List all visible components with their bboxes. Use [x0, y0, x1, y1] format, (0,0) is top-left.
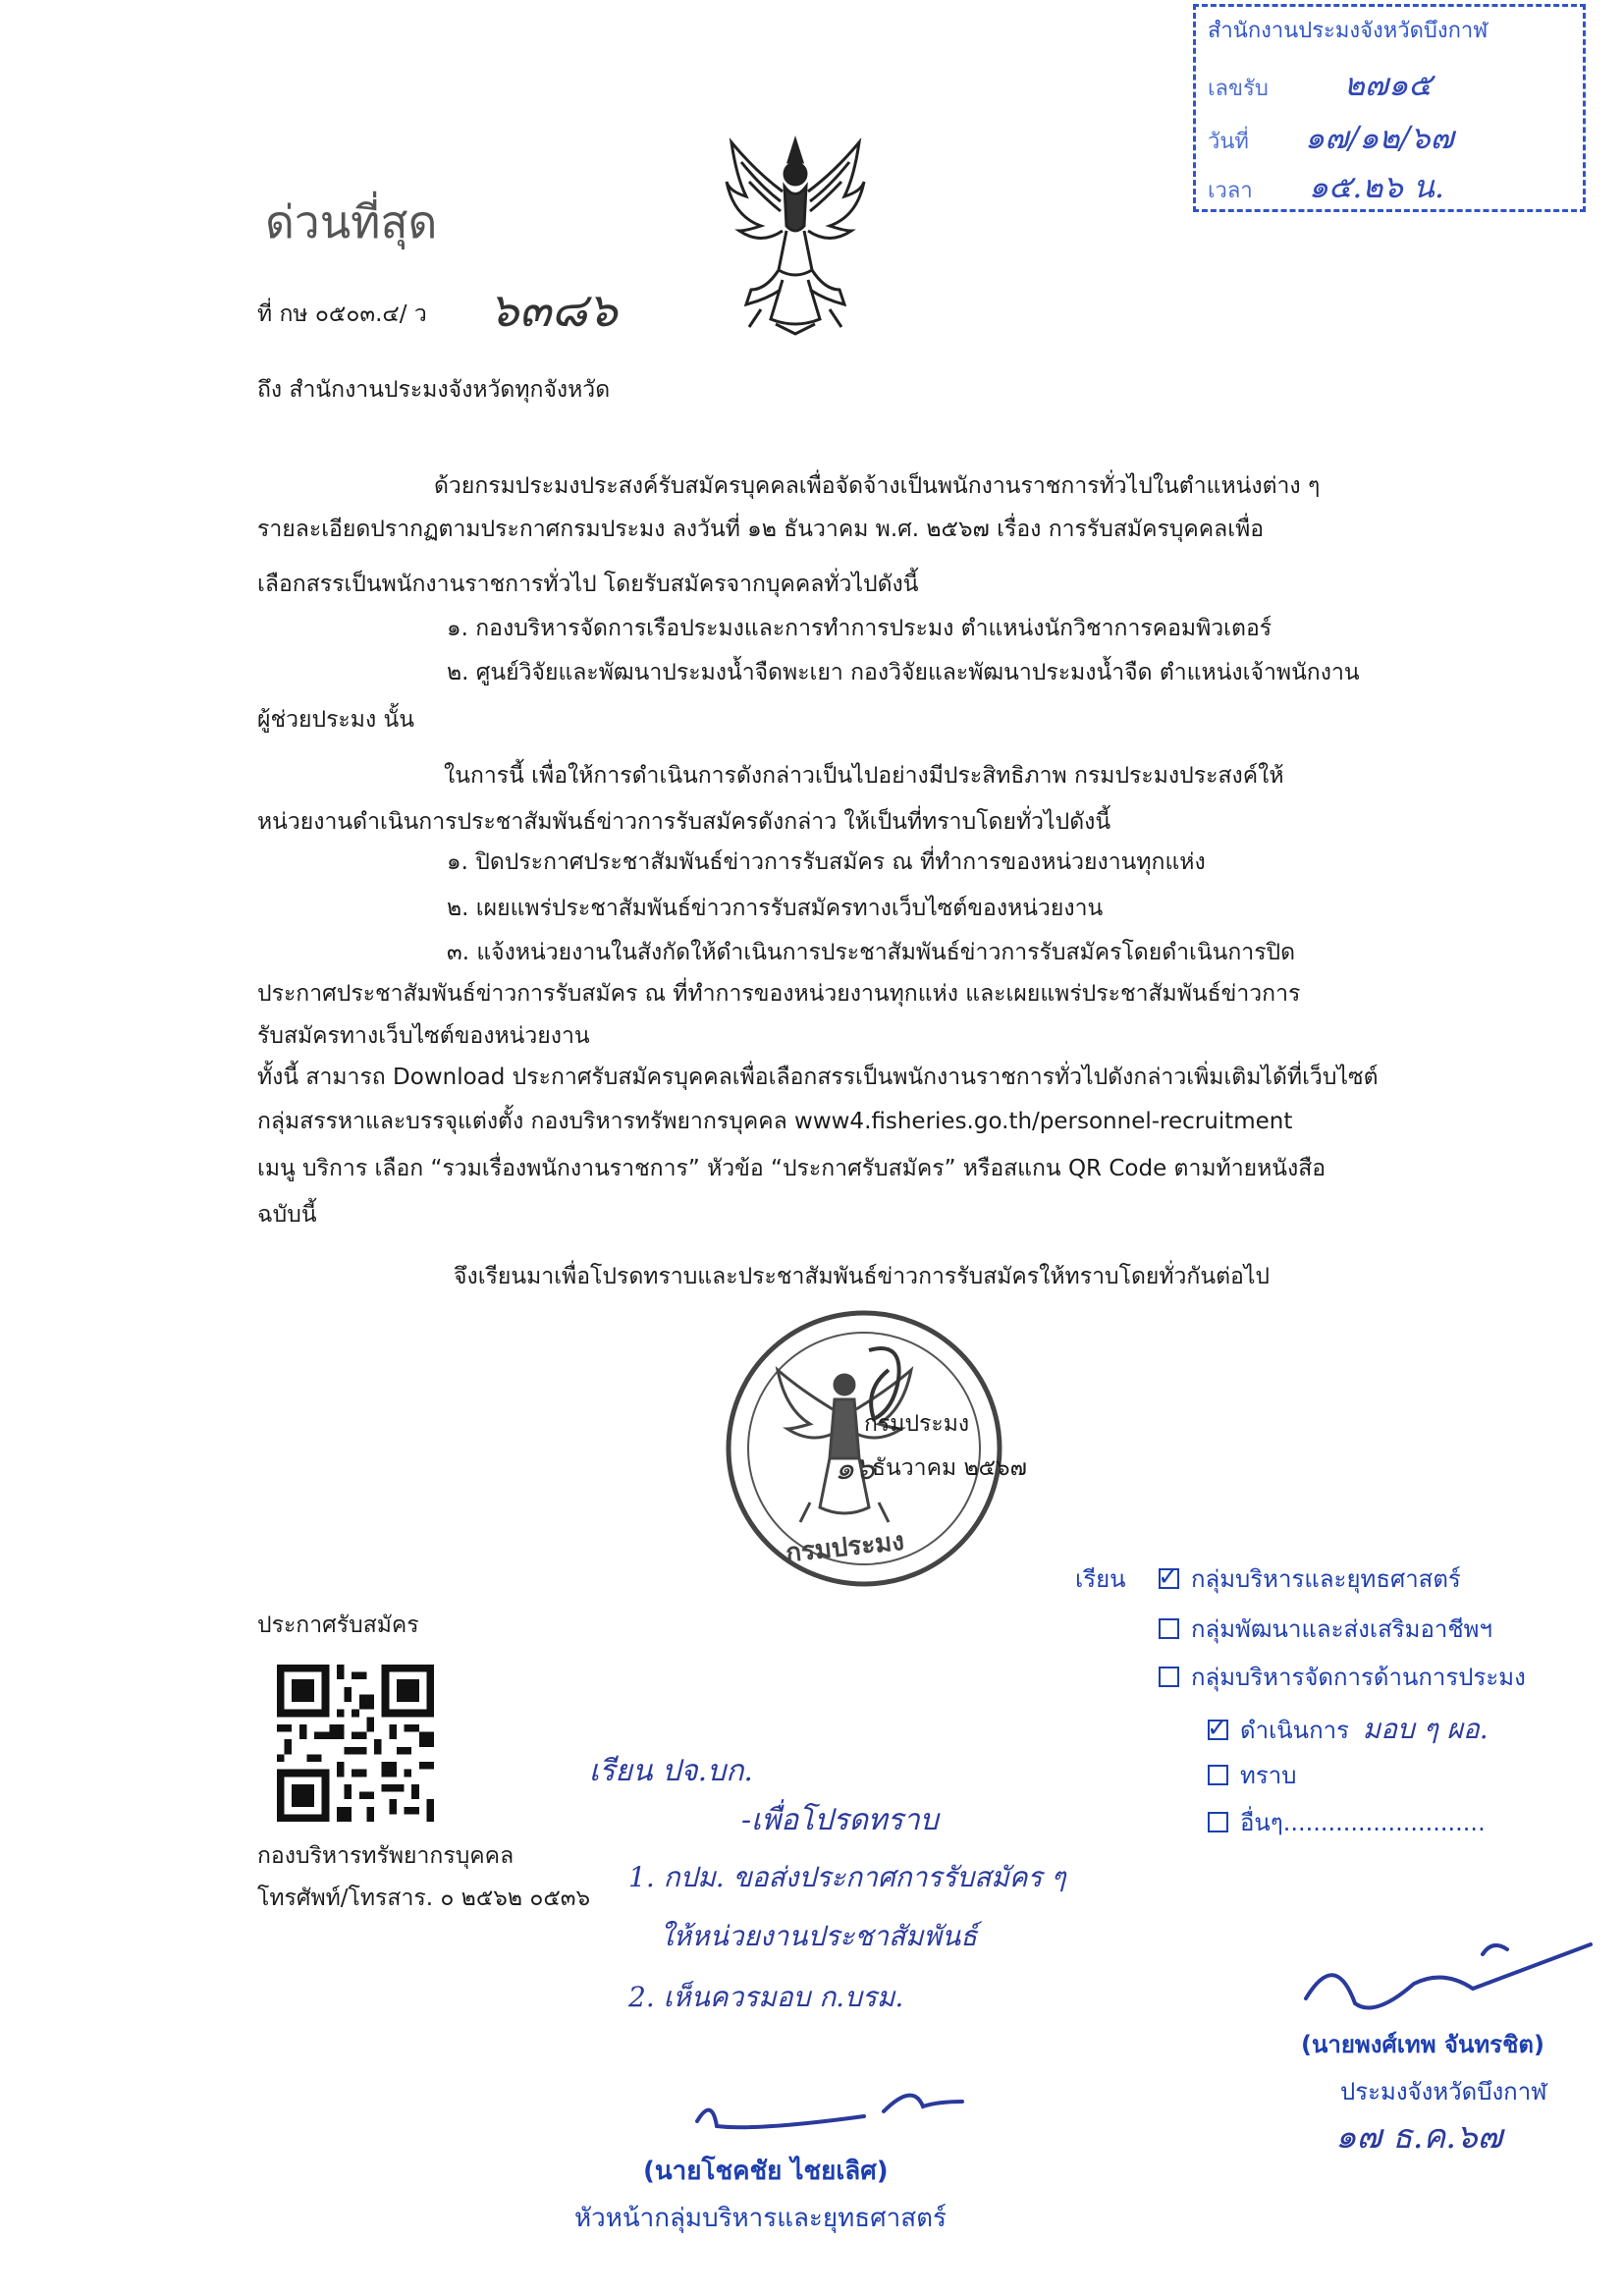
body-p2-line2: หน่วยงานดำเนินการประชาสัมพันธ์ข่าวการรับสมัครดังกล่าว ให้เป็นที่ทราบโดยทั่วไปดังนี้	[257, 809, 1111, 835]
signoff-date-day: ๑๖	[835, 1449, 875, 1487]
urgency-label: ด่วนที่สุด	[265, 195, 438, 248]
routing-action-1	[1208, 1711, 1489, 1748]
addressee: ถึง สำนักงานประมงจังหวัดทุกจังหวัด	[257, 377, 611, 403]
checkbox-icon[interactable]	[1159, 1618, 1179, 1639]
stamp-date-label: วันที่	[1208, 130, 1249, 154]
body-p2-line1: ในการนี้ เพื่อให้การดำเนินการดังกล่าวเป็นไปอย่างมีประสิทธิภาพ กรมประมงประสงค์ให้	[444, 763, 1284, 789]
signer-right-name: (นายพงศ์เทพ จันทรชิต)	[1301, 2031, 1544, 2058]
stamp-number-label: เลขรับ	[1208, 77, 1269, 101]
handnote-line-2: -เพื่อโปรดทราบ	[741, 1803, 939, 1837]
routing-option-2	[1159, 1613, 1492, 1645]
handnote-line-1: เรียน ปจ.บก.	[589, 1754, 753, 1788]
body-p3-line4: ฉบับนี้	[257, 1202, 317, 1228]
signer-right-title: ประมงจังหวัดบึงกาฬ	[1340, 2078, 1547, 2105]
body-p2-item3-line1: ๓. แจ้งหน่วยงานในสังกัดให้ดำเนินการประชาสัมพันธ์ข่าวการรับสมัครโดยดำเนินการปิด	[447, 940, 1296, 965]
stamp-date-value: ๑๗/๑๒/๖๗	[1304, 119, 1454, 156]
seal-text: กรมประมง	[784, 1526, 906, 1569]
handnote-line-5: 2. เห็นควรมอบ ก.บรม.	[628, 1981, 904, 2013]
checkbox-checked-icon[interactable]: ✓	[1158, 1561, 1179, 1592]
stamp-office: สำนักงานประมงจังหวัดบึงกาฬ	[1208, 19, 1489, 43]
body-p1-line2: รายละเอียดปรากฏตามประกาศกรมประมง ลงวันที่ ๑๒ ธันวาคม พ.ศ. ๒๕๖๗ เรื่อง การรับสมัครบุคคลเพื่อ	[257, 517, 1265, 542]
body-p3-line3: เมนู บริการ เลือก “รวมเรื่องพนักงานราชการ” หัวข้อ “ประกาศรับสมัคร” หรือสแกน QR Code ตามท้ายหนังสือ	[257, 1156, 1326, 1181]
signer-left-title: หัวหน้ากลุ่มบริหารและยุทธศาสตร์	[574, 2204, 947, 2233]
reference-number: ที่ กษ ๐๕๐๓.๔/ ว	[257, 301, 427, 327]
handnote-line-4: ให้หน่วยงานประชาสัมพันธ์	[660, 1920, 978, 1952]
footer-division: กองบริหารทรัพยากรบุคคล	[257, 1843, 514, 1869]
closing-line: จึงเรียนมาเพื่อโปรดทราบและประชาสัมพันธ์ข่าวการรับสมัครให้ทราบโดยทั่วกันต่อไป	[454, 1264, 1270, 1289]
routing-option-3	[1159, 1662, 1526, 1693]
routing-action-3-label: อื่นๆ...........................	[1240, 1809, 1486, 1836]
routing-prefix: เรียน	[1075, 1565, 1126, 1593]
signature-left-icon	[687, 2072, 982, 2151]
signoff-date-rest: ธันวาคม ๒๕๖๗	[872, 1455, 1027, 1481]
signer-left-name: (นายโชคชัย ไชยเลิศ)	[643, 2157, 889, 2186]
routing-action-1-label: ดำเนินการ	[1240, 1717, 1349, 1744]
routing-action-2	[1208, 1760, 1296, 1791]
checkbox-icon[interactable]	[1159, 1667, 1179, 1687]
routing-option-3-label: กลุ่มบริหารจัดการด้านการประมง	[1191, 1664, 1526, 1691]
signoff-department: กรมประมง	[864, 1411, 970, 1437]
body-item1: ๑. กองบริหารจัดการเรือประมงและการทำการประมง ตำแหน่งนักวิชาการคอมพิวเตอร์	[447, 616, 1272, 641]
reference-handwritten: ๖๓๘๖	[489, 283, 618, 338]
checkbox-checked-icon[interactable]: ✓	[1207, 1713, 1228, 1743]
body-item2-line2: ผู้ช่วยประมง นั้น	[257, 707, 414, 733]
garuda-emblem-icon	[722, 133, 869, 339]
stamp-time-label: เวลา	[1208, 179, 1253, 203]
routing-action-3	[1208, 1807, 1486, 1838]
body-item2-line1: ๒. ศูนย์วิจัยและพัฒนาประมงน้ำจืดพะเยา กองวิจัยและพัฒนาประมงน้ำจืด ตำแหน่งเจ้าพนักงาน	[447, 660, 1360, 685]
checkbox-icon[interactable]	[1208, 1765, 1228, 1785]
qr-code-icon[interactable]	[277, 1665, 434, 1822]
footer-phone: โทรศัพท์/โทรสาร. ๐ ๒๕๖๒ ๐๕๓๖	[257, 1886, 591, 1911]
signature-right-icon	[1296, 1930, 1610, 2028]
checkbox-icon[interactable]	[1208, 1812, 1228, 1832]
body-p1-line1: ด้วยกรมประมงประสงค์รับสมัครบุคคลเพื่อจัดจ้างเป็นพนักงานราชการทั่วไปในตำแหน่งต่าง ๆ	[434, 473, 1321, 499]
receiving-stamp	[1193, 4, 1586, 212]
body-p2-item3-line3: รับสมัครทางเว็บไซต์ของหน่วยงาน	[257, 1023, 590, 1049]
routing-option-1-label: กลุ่มบริหารและยุทธศาสตร์	[1191, 1565, 1461, 1593]
qr-title: ประกาศรับสมัคร	[257, 1613, 419, 1638]
body-p2-item2: ๒. เผยแพร่ประชาสัมพันธ์ข่าวการรับสมัครทางเว็บไซต์ของหน่วยงาน	[447, 896, 1104, 921]
body-p3-line1: ทั้งนี้ สามารถ Download ประกาศรับสมัครบุคคลเพื่อเลือกสรรเป็นพนักงานราชการทั่วไปดังกล่าวเพิ่มเติมได้ที่เว็บไซต์	[257, 1065, 1379, 1090]
routing-option-1	[1159, 1563, 1461, 1595]
handnote-line-3: 1. กปม. ขอส่งประกาศการรับสมัคร ๆ	[628, 1861, 1066, 1893]
body-p1-line3: เลือกสรรเป็นพนักงานราชการทั่วไป โดยรับสมัครจากบุคคลทั่วไปดังนี้	[257, 572, 919, 597]
body-p3-line2: กลุ่มสรรหาและบรรจุแต่งตั้ง กองบริหารทรัพยากรบุคคล www4.fisheries.go.th/personnel-recruitment	[257, 1109, 1293, 1134]
body-p2-item3-line2: ประกาศประชาสัมพันธ์ข่าวการรับสมัคร ณ ที่ทำการของหน่วยงานทุกแห่ง และเผยแพร่ประชาสัมพันธ์ข่าวการ	[257, 981, 1301, 1007]
routing-action-2-label: ทราบ	[1240, 1762, 1297, 1789]
stamp-number-value: ๒๗๑๕	[1343, 66, 1433, 103]
body-p2-item1: ๑. ปิดประกาศประชาสัมพันธ์ข่าวการรับสมัคร ณ ที่ทำการของหน่วยงานทุกแห่ง	[447, 849, 1206, 875]
stamp-time-value: ๑๕.๒๖ น.	[1308, 168, 1445, 205]
routing-option-2-label: กลุ่มพัฒนาและส่งเสริมอาชีพฯ	[1191, 1615, 1492, 1643]
signer-right-date: ๑๗ ธ.ค.๖๗	[1335, 2117, 1503, 2157]
routing-action-1-note: มอบ ๆ ผอ.	[1362, 1713, 1489, 1745]
